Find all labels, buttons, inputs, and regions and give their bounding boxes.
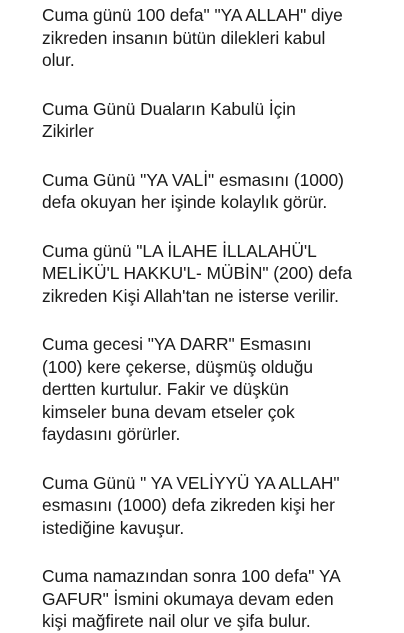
paragraph-ya-vali [42,169,386,214]
paragraph-ya-allah [42,4,386,72]
paragraph-line: esmasını (1000) defa zikreden kişi her [42,495,335,515]
paragraph-line: istediğine kavuşur. [42,517,185,538]
paragraph-line: Cuma Günü "YA VALİ" esmasını (1000) [42,169,344,190]
paragraph-line: Cuma namazından sonra 100 defa" YA [42,566,341,586]
paragraph-line: defa okuyan her işinde kolaylık görür. [42,192,328,212]
paragraph-line: olur. [42,50,75,70]
paragraph-line: faydasını görürler. [42,424,181,444]
paragraph-line: zikreden insanın bütün dilekleri kabul [42,27,326,48]
paragraph-line: dertten kurtulur. Fakir ve düşkün [42,379,289,399]
paragraph-line: zikreden Kişi Allah'tan ne isterse verilir. [42,285,339,306]
paragraph-line: (100) kere çekerse, düşmüş olduğu [42,356,313,377]
paragraph-line: GAFUR" İsmini okumaya devam eden [42,588,334,609]
paragraph-line: kimseler buna devam etseler çok [42,401,295,422]
paragraph-line: kişi mağfirete nail olur ve şifa bulur. [42,611,311,631]
paragraph-line: Cuma günü "LA İLAHE İLLALAHÜ'L [42,240,317,261]
section-heading [42,98,386,143]
paragraph-ya-darr [42,333,386,446]
paragraph-line: Cuma Günü " YA VELİYYÜ YA ALLAH" [42,472,340,493]
heading-line: Zikirler [42,121,94,141]
paragraph-la-ilahe [42,240,386,308]
paragraph-line: MELİKÜ'L HAKKU'L- MÜBİN" (200) defa [42,263,353,283]
paragraph-line: Cuma günü 100 defa" "YA ALLAH" diye [42,5,343,25]
paragraph-ya-veliyyu [42,472,386,540]
heading-line: Cuma Günü Duaların Kabulü İçin [42,98,296,119]
paragraph-line: Cuma gecesi "YA DARR" Esmasını [42,334,312,354]
paragraph-ya-gafur [42,565,386,633]
